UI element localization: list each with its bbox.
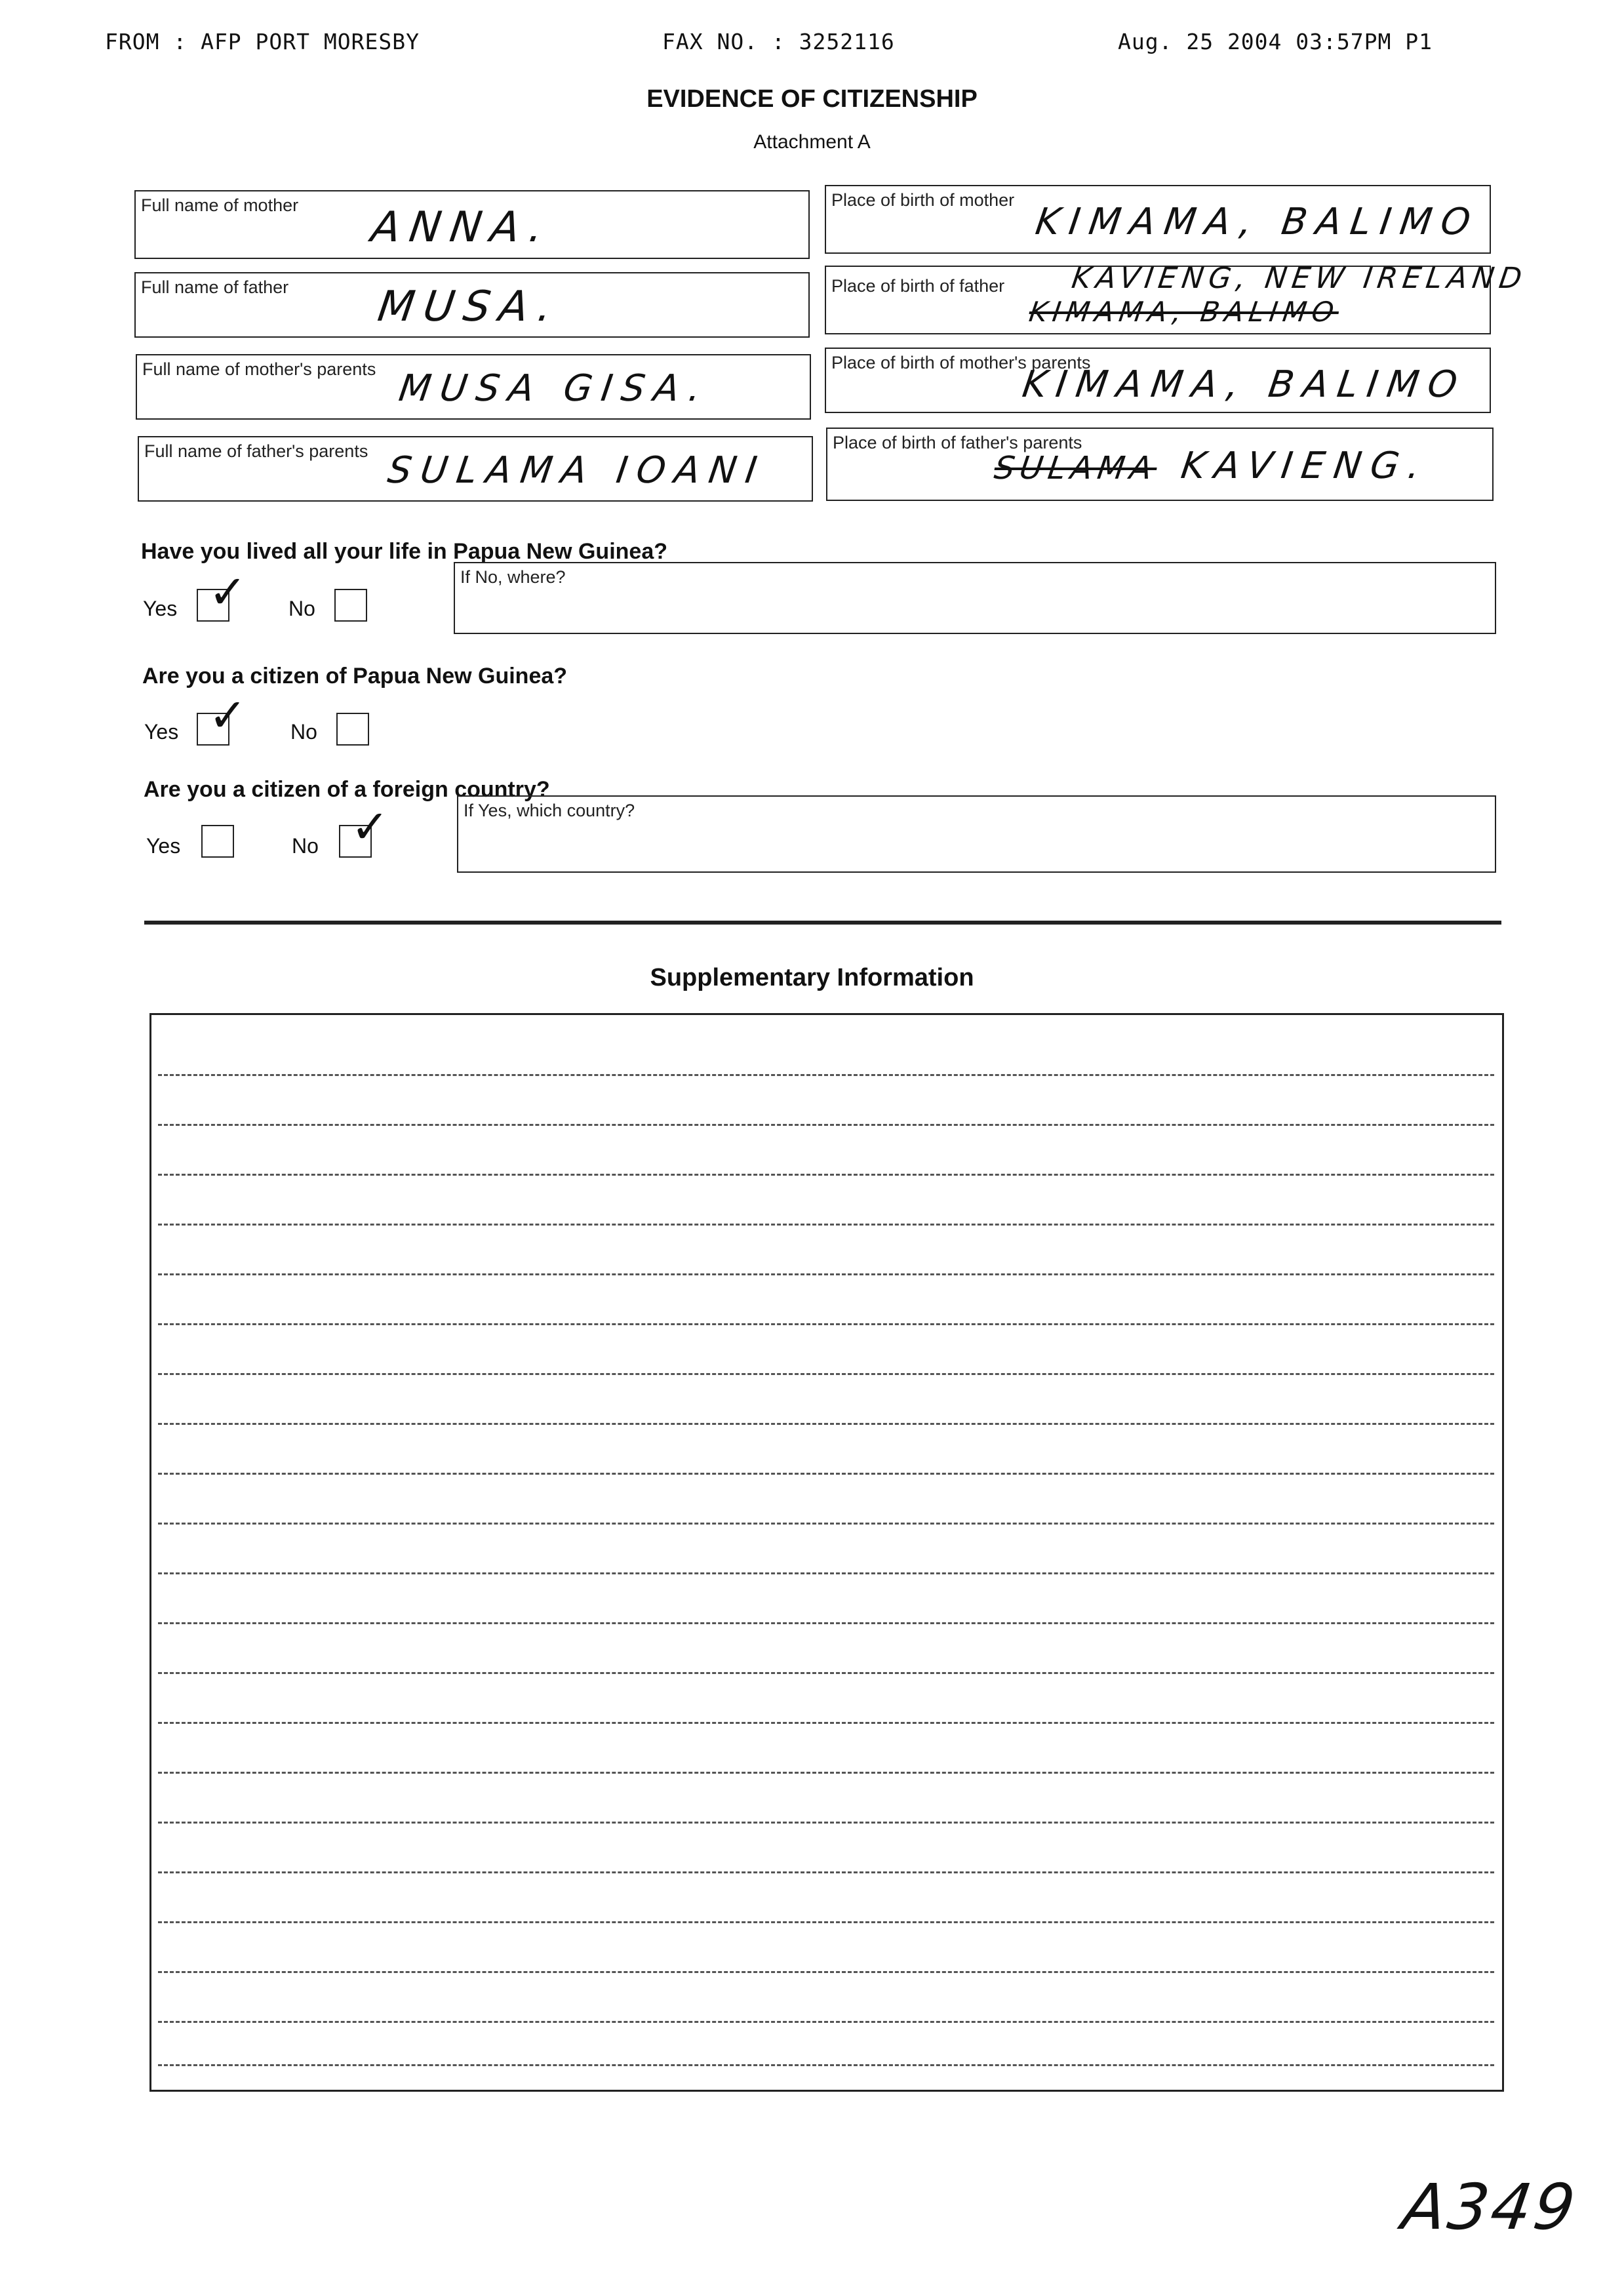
mother-name-label: Full name of mother — [141, 195, 299, 215]
supp-line — [158, 2021, 1494, 2023]
supp-line — [158, 1273, 1494, 1275]
supp-line — [158, 1822, 1494, 1824]
supp-line — [158, 1074, 1494, 1076]
fathers-parents-name-field[interactable] — [138, 436, 813, 502]
supp-line — [158, 1473, 1494, 1475]
mother-birthplace-field[interactable] — [825, 185, 1491, 254]
father-birthplace-label: Place of birth of father — [831, 276, 1005, 296]
supp-line — [158, 1971, 1494, 1973]
q2-yes-label: Yes — [144, 720, 179, 744]
q2-yes-tick-icon: ✓ — [208, 688, 247, 742]
mothers-parents-birthplace-field[interactable] — [825, 348, 1491, 413]
supp-line — [158, 1871, 1494, 1873]
supp-line — [158, 1622, 1494, 1624]
mothers-parents-name-value: MUSA GISA. — [396, 367, 713, 410]
page-reference: A349 — [1398, 2170, 1582, 2244]
q1-followup-label: If No, where? — [460, 567, 566, 587]
mothers-parents-name-label: Full name of mother's parents — [142, 359, 376, 379]
question-png-citizen: Are you a citizen of Papua New Guinea? — [142, 664, 568, 688]
q1-followup-field[interactable] — [454, 562, 1496, 634]
q2-no-label: No — [290, 720, 317, 744]
q3-yes-checkbox[interactable] — [201, 825, 234, 858]
mothers-parents-name-field[interactable] — [136, 354, 811, 420]
fax-number: FAX NO. : 3252116 — [662, 29, 895, 54]
father-name-label: Full name of father — [141, 277, 289, 297]
supp-line — [158, 1323, 1494, 1325]
mother-name-value: ANNA. — [368, 203, 556, 252]
section-divider — [144, 921, 1501, 925]
mother-birthplace-value: KIMAMA, BALIMO — [1033, 201, 1482, 243]
q2-no-checkbox[interactable] — [336, 713, 369, 746]
fax-from: FROM : AFP PORT MORESBY — [105, 29, 420, 54]
fathers-parents-birthplace-label: Place of birth of father's parents — [833, 433, 1082, 452]
father-name-value: MUSA. — [374, 283, 564, 331]
q1-yes-tick-icon: ✓ — [208, 565, 247, 619]
fathers-parents-name-label: Full name of father's parents — [144, 441, 368, 461]
q1-yes-label: Yes — [143, 597, 178, 620]
fathers-parents-birthplace-field[interactable] — [826, 428, 1494, 501]
supp-line — [158, 1124, 1494, 1126]
fathers-parents-birthplace-value: KAVIENG. — [1178, 445, 1433, 487]
supp-line — [158, 1672, 1494, 1674]
q3-followup-field[interactable] — [457, 795, 1496, 873]
supplementary-title: Supplementary Information — [650, 964, 974, 991]
supp-line — [158, 1921, 1494, 1923]
father-birthplace-value: KAVIENG, NEW IRELAND — [1069, 262, 1530, 295]
fathers-parents-birthplace-struck: SULAMA — [992, 450, 1160, 487]
supp-line — [158, 1373, 1494, 1375]
supp-line — [158, 1722, 1494, 1724]
question-lived-in-png: Have you lived all your life in Papua New Guinea? — [141, 539, 668, 564]
supplementary-info-field[interactable] — [149, 1013, 1504, 2092]
supp-line — [158, 1772, 1494, 1774]
q3-yes-label: Yes — [146, 834, 181, 858]
father-birthplace-struck: KIMAMA, BALIMO — [1027, 296, 1341, 328]
fax-datetime: Aug. 25 2004 03:57PM P1 — [1118, 29, 1433, 54]
mother-name-field[interactable] — [134, 190, 810, 259]
supp-line — [158, 1423, 1494, 1425]
q3-followup-label: If Yes, which country? — [464, 801, 635, 820]
father-birthplace-field[interactable] — [825, 262, 1530, 334]
supp-line — [158, 1224, 1494, 1226]
mothers-parents-birthplace-label: Place of birth of mother's parents — [831, 353, 1091, 372]
q3-no-label: No — [292, 834, 319, 858]
fathers-parents-name-value: SULAMA IOANI — [385, 449, 769, 492]
q3-no-tick-icon: ✓ — [351, 800, 389, 854]
question-foreign-citizen: Are you a citizen of a foreign country? — [144, 777, 550, 802]
q1-no-checkbox[interactable] — [334, 589, 367, 622]
q1-no-label: No — [288, 597, 315, 620]
form-subtitle: Attachment A — [753, 131, 871, 153]
supp-line — [158, 2064, 1494, 2066]
mother-birthplace-label: Place of birth of mother — [831, 190, 1015, 210]
form-title: EVIDENCE OF CITIZENSHIP — [646, 85, 978, 113]
supp-line — [158, 1523, 1494, 1525]
father-name-field[interactable] — [134, 272, 810, 338]
mothers-parents-birthplace-value: KIMAMA, BALIMO — [1020, 363, 1469, 406]
supp-line — [158, 1572, 1494, 1574]
supp-line — [158, 1174, 1494, 1176]
